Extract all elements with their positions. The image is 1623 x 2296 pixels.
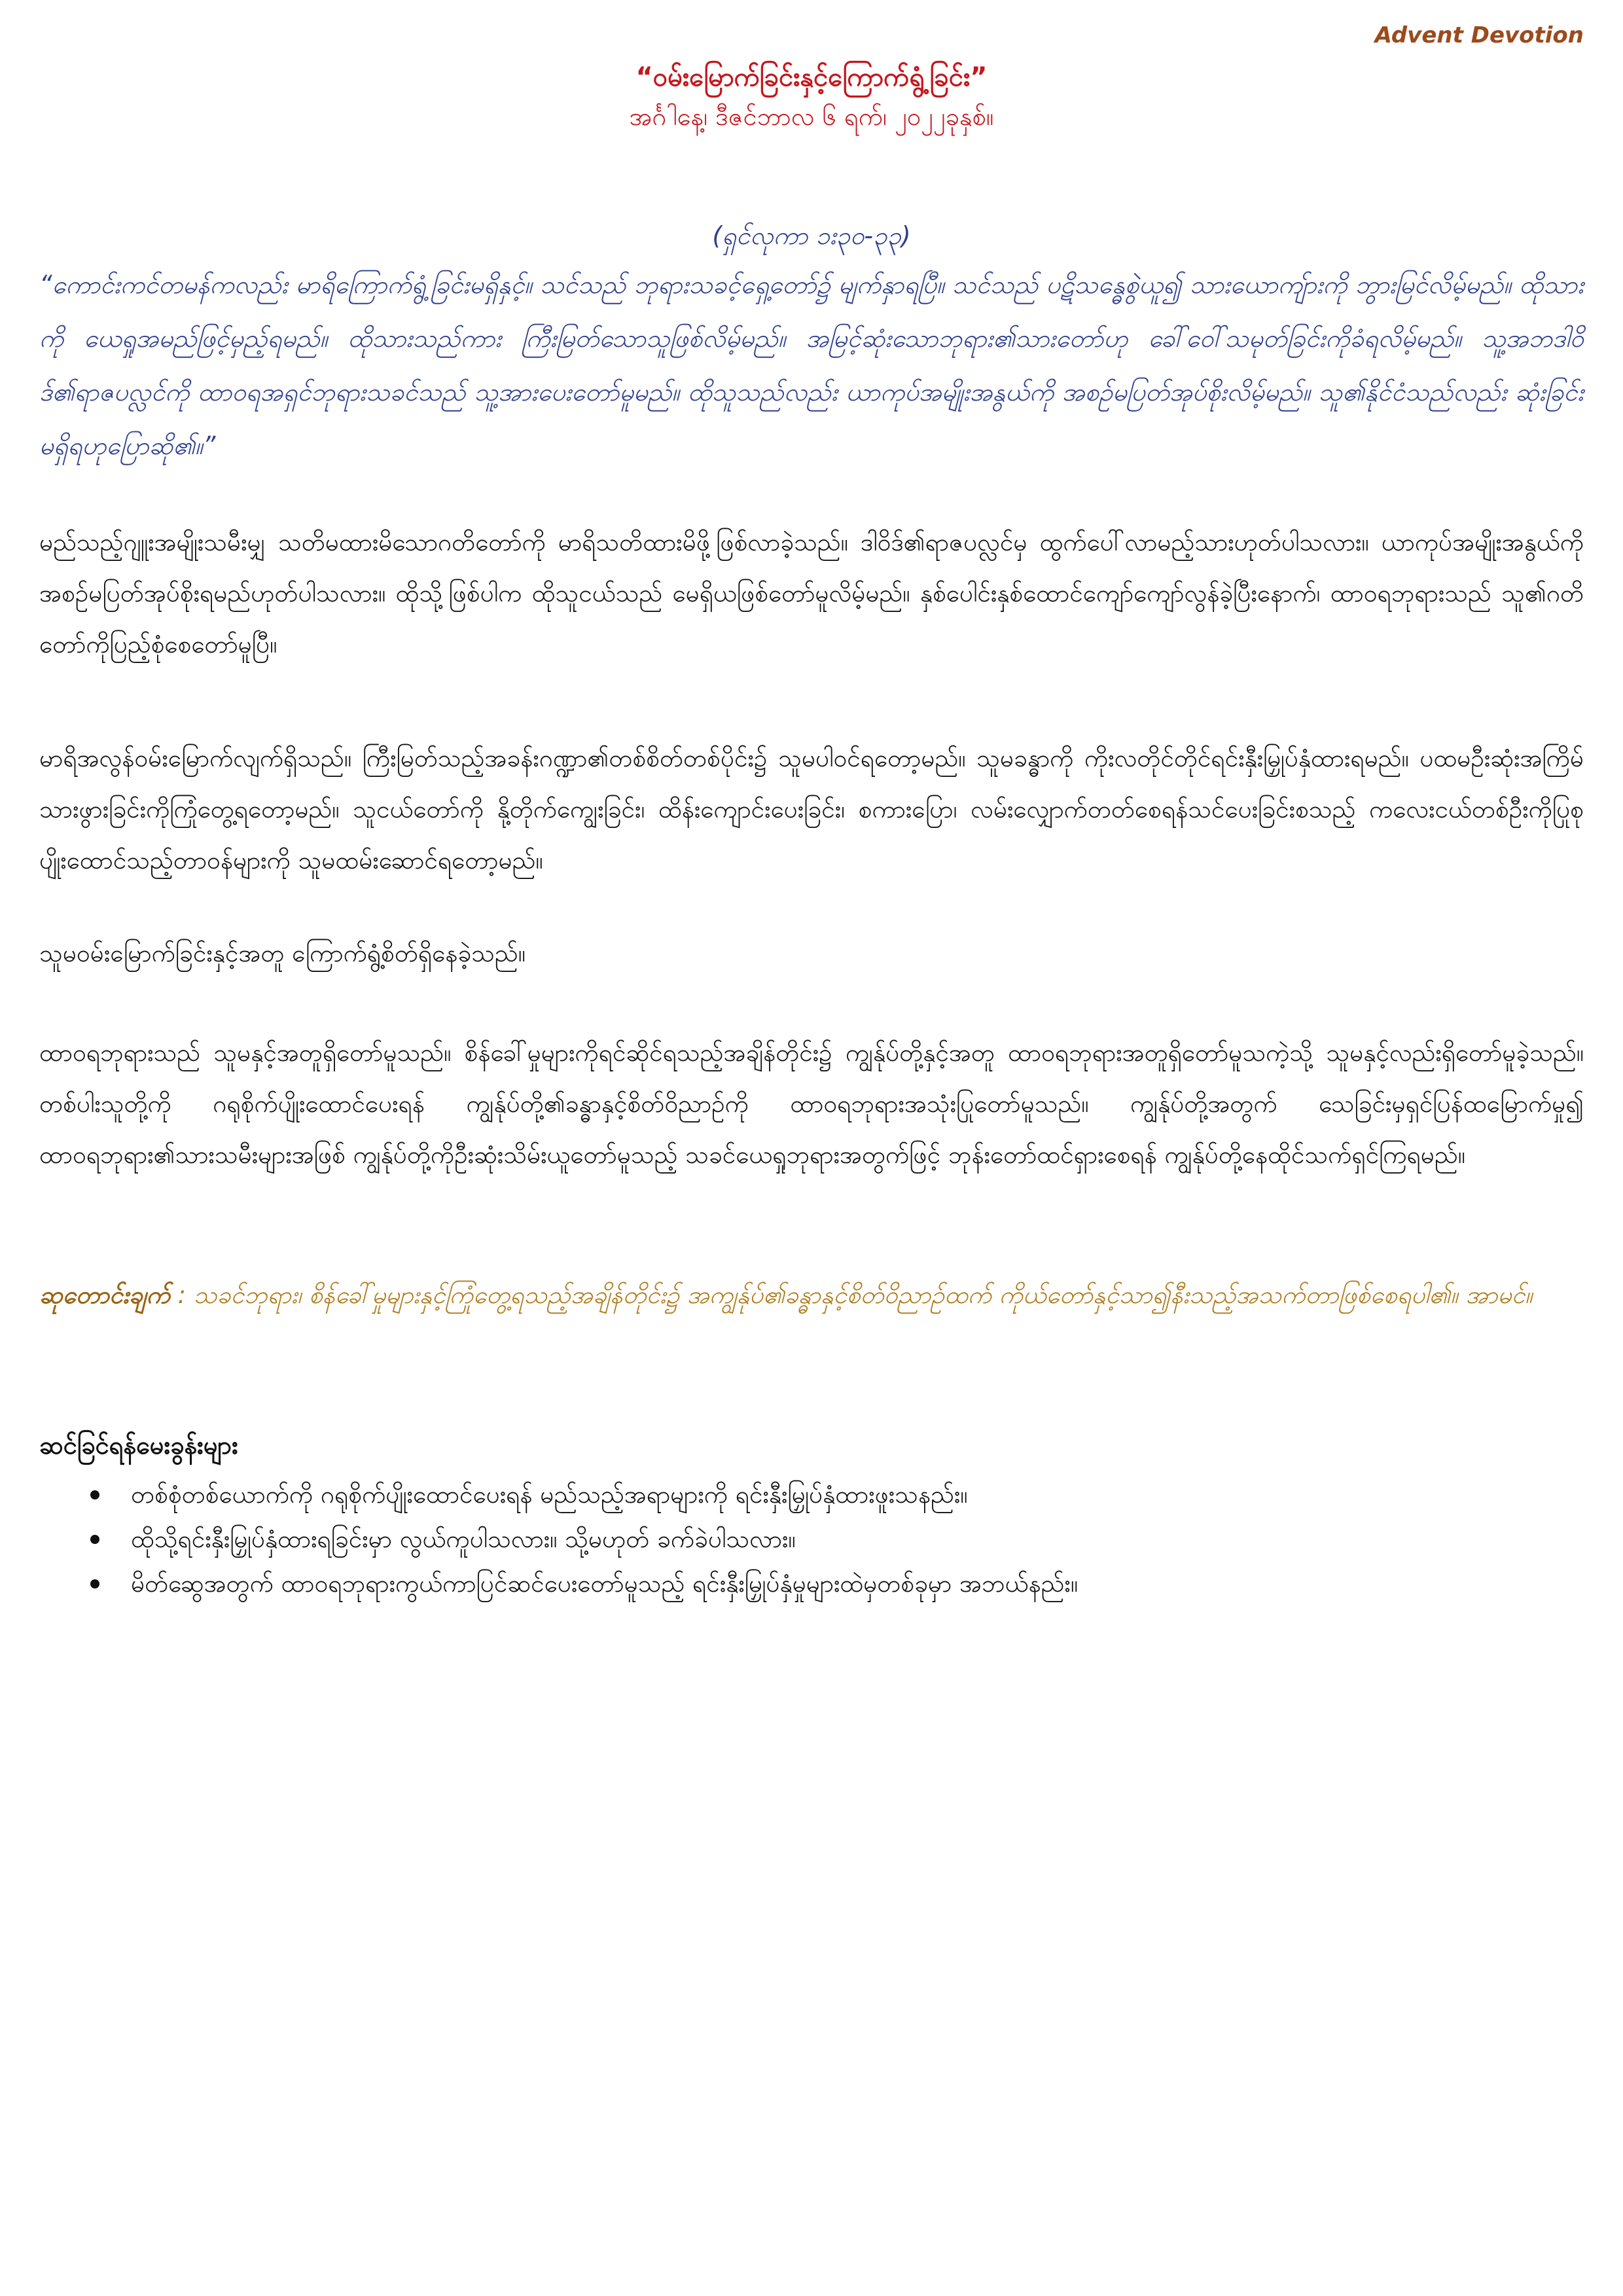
- date-line: အင်္ဂါနေ့၊ ဒီဇင်ဘာလ ၆ ရက်၊ ၂၀၂၂ခုနှစ်။: [629, 102, 994, 131]
- title-block: [0, 58, 1623, 136]
- body-paragraph-4: ထာဝရဘုရားသည် သူမနှင့်အတူရှိတော်မူသည်။ စိန်ခေါ်မှုများကိုရင်ဆိုင်ရသည့်အချိန်တိုင်း၌ ကျွန်ုပ်တို့နှင့်အတူ ထာဝရဘုရားအတူရှိတော်မူသကဲ့သို့ သူမနှင့်လည်းရှိတော်မူခဲ့သည်။ တစ်ပါးသူတို့ကို ဂရုစိုက်ပျိုးထောင်ပေးရန် ကျွန်ုပ်တို့၏ခန္ဓာနှင့်စိတ်ဝိညာဉ်ကို ထာဝရဘုရားအသုံးပြုတော်မူသည်။ ကျွန်ုပ်တို့အတွက် သေခြင်းမှရှင်ပြန်ထမြောက်မှု၍ ထာဝရဘုရား၏သားသမီးများအဖြစ် ကျွန်ုပ်တို့ကိုဦးဆုံးသိမ်းယူတော်မူသည့် သခင်ယေရှုဘုရားအတွက်ဖြင့် ဘုန်းတော်ထင်ရှားစေရန် ကျွန်ုပ်တို့နေထိုင်သက်ရှင်ကြရမည်။: [39, 1039, 1584, 1169]
- prayer-text: : သခင်ဘုရား၊ စိန်ခေါ်မှုများနှင့်ကြုံတွေ့ရသည့်အချိန်တိုင်း၌ အကျွန်ုပ်၏ခန္ဓာနှင့်စိတ်ဝိညာဉ်ထက် ကိုယ်တော်နှင့်သာ၍နီးသည့်အသက်တာဖြစ်စေရပါ၏။ အာမင်။: [169, 1281, 1533, 1309]
- question-text: တစ်စုံတစ်ယောက်ကို ဂရုစိုက်ပျိုးထောင်ပေးရန် မည်သည့်အရာများကို ရင်းနှီးမြှုပ်နှံထားဖူးသနည်း။: [131, 1480, 968, 1509]
- bullet-icon: [90, 1490, 99, 1499]
- prayer-label: ဆုတောင်းချက်: [39, 1281, 170, 1309]
- scripture-reference: (ရှင်လုကာ ၁း၃၀-၃၃): [712, 221, 911, 250]
- series-label: Advent Devotion: [1374, 22, 1584, 48]
- list-item: [39, 1517, 1584, 1562]
- questions-list: [39, 1473, 1584, 1606]
- list-item: [39, 1473, 1584, 1517]
- questions-heading: ဆင်ခြင်ရန်မေးခွန်းများ: [39, 1431, 238, 1460]
- scripture-passage: “ကောင်းကင်တမန်ကလည်း မာရိကြောက်ရွံ့ခြင်းမရှိနှင့်။ သင်သည် ဘုရားသခင့်ရှေ့တော်၌ မျက်နှာရပြီ။ သင်သည် ပဋိသန္ဓေစွဲယူ၍ သားယောကျ်ားကို ဘွားမြင်လိမ့်မည်။ ထိုသားကို ယေရှုအမည်ဖြင့်မှည့်ရမည်။ ထိုသားသည်ကား ကြီးမြတ်သောသူဖြစ်လိမ့်မည်။ အမြင့်ဆုံးသောဘုရား၏သားတော်ဟု ခေါ်ဝေါ်သမုတ်ခြင်းကိုခံရလိမ့်မည်။ သူ့အဘဒါဝိဒ်၏ရာဇပလ္လင်ကို ထာဝရအရှင်ဘုရားသခင်သည် သူ့အားပေးတော်မူမည်။ ထိုသူသည်လည်း ယာကုပ်အမျိုးအနွယ်ကို အစဉ်မပြတ်အုပ်စိုးလိမ့်မည်။ သူ၏နိုင်ငံသည်လည်း ဆုံးခြင်းမရှိရဟုပြောဆို၏။”: [39, 270, 1584, 460]
- body-paragraph-1: မည်သည့်ဂျူးအမျိုးသမီးမျှ သတိမထားမိသောဂတိတော်ကို မာရိသတိထားမိဖို့ဖြစ်လာခဲ့သည်။ ဒါဝိဒ်၏ရာဇပလ္လင်မှ ထွက်ပေါ်လာမည့်သားဟုတ်ပါသလား။ ယာကုပ်အမျိုးအနွယ်ကို အစဉ်မပြတ်အုပ်စိုးရမည်ဟုတ်ပါသလား။ ထိုသို့ဖြစ်ပါက ထိုသူငယ်သည် မေရှိယဖြစ်တော်မူလိမ့်မည်။ နှစ်ပေါင်းနှစ်ထောင်ကျော်ကျော်လွန်ခဲ့ပြီးနောက်၊ ထာဝရဘုရားသည် သူ၏ဂတိတော်ကိုပြည့်စုံစေတော်မူပြီ။: [39, 528, 1584, 658]
- page-title: “ဝမ်းမြောက်ခြင်းနှင့်ကြောက်ရွံ့ခြင်း”: [635, 62, 988, 92]
- list-item: [39, 1562, 1584, 1606]
- body-paragraph-3: သူမဝမ်းမြောက်ခြင်းနှင့်အတူ ကြောက်ရွံ့စိတ်ရှိနေခဲ့သည်။: [39, 939, 526, 967]
- bullet-icon: [90, 1535, 99, 1544]
- prayer-block: [39, 1270, 1584, 1321]
- bullet-icon: [90, 1579, 99, 1588]
- question-text: ထိုသို့ရင်းနှီးမြှုပ်နှံထားရခြင်းမှာ လွယ်ကူပါသလား။ သို့မဟုတ် ခက်ခဲပါသလား။: [131, 1525, 796, 1553]
- body-paragraph-2: မာရိအလွန်ဝမ်းမြောက်လျက်ရှိသည်။ ကြီးမြတ်သည့်အခန်းဂဏ္ဍာ၏တစ်စိတ်တစ်ပိုင်း၌ သူမပါဝင်ရတော့မည်။ သူမခန္ဓာကို ကိုးလတိုင်တိုင်ရင်းနှီးမြှုပ်နှံထားရမည်။ ပထမဦးဆုံးအကြိမ် သားဖွားခြင်းကိုကြုံတွေ့ရတော့မည်။ သူငယ်တော်ကို နို့တိုက်ကျွေးခြင်း၊ ထိန်းကျောင်းပေးခြင်း၊ စကားပြော၊ လမ်းလျှောက်တတ်စေရန်သင်ပေးခြင်းစသည့် ကလေးငယ်တစ်ဦးကိုပြုစုပျိုးထောင်သည့်တာဝန်များကို သူမထမ်းဆောင်ရတော့မည်။: [39, 744, 1584, 874]
- question-text: မိတ်ဆွေအတွက် ထာဝရဘုရားကွယ်ကာပြင်ဆင်ပေးတော်မူသည့် ရင်းနှီးမြှုပ်နှံမှုများထဲမှတစ်ခုမှာ အဘယ်နည်း။: [131, 1570, 1079, 1598]
